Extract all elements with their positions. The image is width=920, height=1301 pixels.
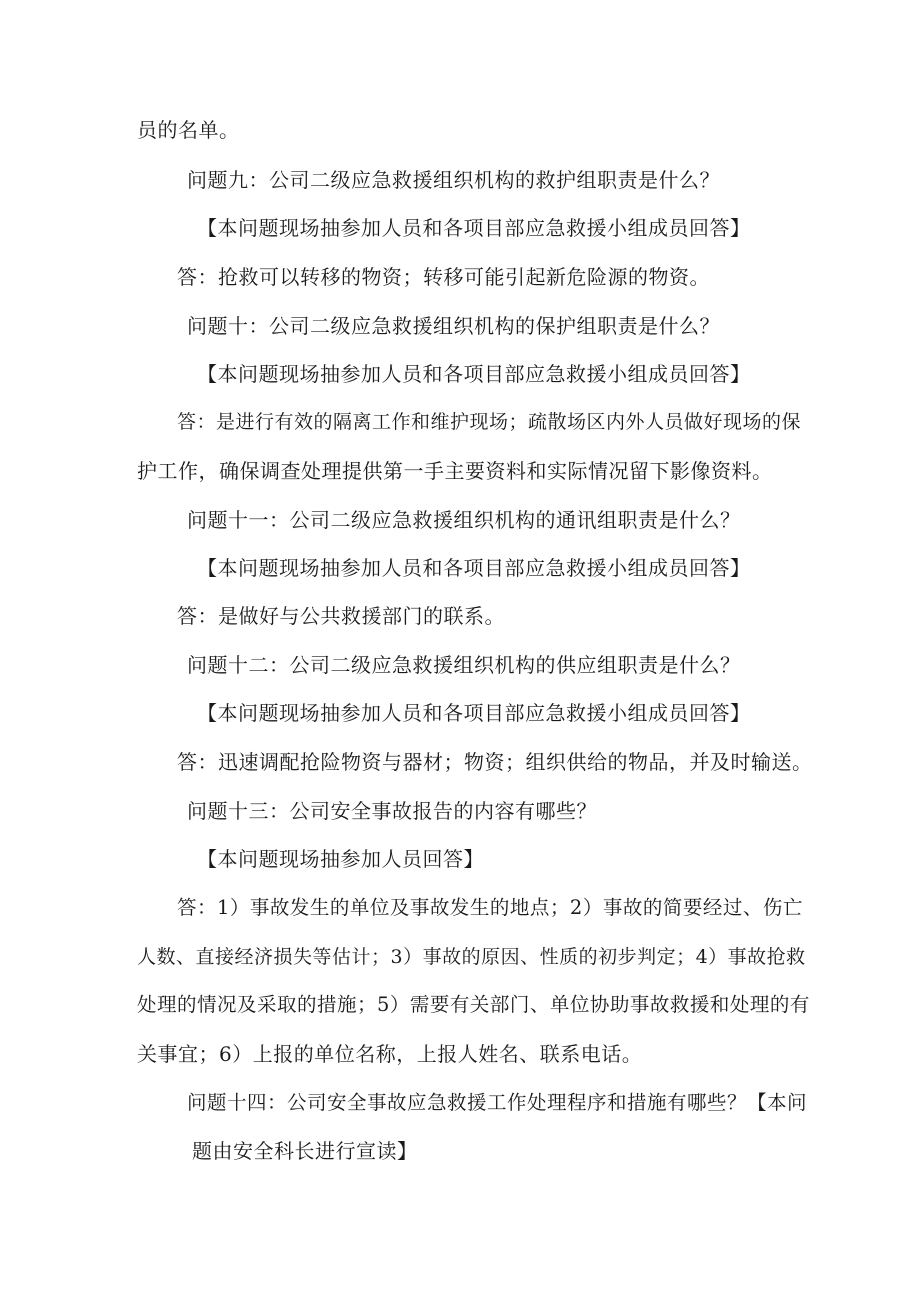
question-14: 问题十四：公司安全事故应急救援工作处理程序和措施有哪些？【本问 <box>187 1091 808 1114</box>
answer-13-continued: 人数、直接经济损失等估计；3）事故的原因、性质的初步判定；4）事故抢救 <box>137 946 806 968</box>
answer-13-continued: 关事宜；6）上报的单位名称，上报人姓名、联系电话。 <box>137 1042 643 1066</box>
question-13: 问题十三：公司安全事故报告的内容有哪些？ <box>187 799 597 823</box>
respondent-note: 【本问题现场抽参加人员和各项目部应急救援小组成员回答】 <box>197 216 751 240</box>
respondent-note: 【本问题现场抽参加人员和各项目部应急救援小组成员回答】 <box>197 701 751 725</box>
answer-12: 答：迅速调配抢险物资与器材；物资；组织供给的物品，并及时输送。 <box>177 750 813 774</box>
answer-10: 答：是进行有效的隔离工作和维护现场；疏散场区内外人员做好现场的保 <box>177 411 802 433</box>
respondent-note: 【本问题现场抽参加人员回答】 <box>197 847 484 871</box>
question-12: 问题十二：公司二级应急救援组织机构的供应组职责是什么？ <box>187 653 741 677</box>
answer-9: 答：抢救可以转移的物资；转移可能引起新危险源的物资。 <box>177 265 710 289</box>
question-10: 问题十：公司二级应急救援组织机构的保护组职责是什么？ <box>187 314 720 338</box>
text-line: 员的名单。 <box>137 118 240 142</box>
respondent-note: 【本问题现场抽参加人员和各项目部应急救援小组成员回答】 <box>197 556 751 580</box>
question-9: 问题九：公司二级应急救援组织机构的救护组职责是什么？ <box>187 168 720 192</box>
respondent-note: 【本问题现场抽参加人员和各项目部应急救援小组成员回答】 <box>197 362 751 386</box>
answer-13-continued: 处理的情况及采取的措施；5）需要有关部门、单位协助事故救援和处理的有 <box>137 993 810 1016</box>
answer-13: 答：1）事故发生的单位及事故发生的地点；2）事故的简要经过、伤亡 <box>177 896 803 919</box>
question-14-continued: 题由安全科长进行宣读】 <box>192 1139 418 1163</box>
answer-10-continued: 护工作，确保调查处理提供第一手主要资料和实际情况留下影像资料。 <box>137 459 773 483</box>
question-11: 问题十一：公司二级应急救援组织机构的通讯组职责是什么？ <box>187 508 741 532</box>
answer-11: 答：是做好与公共救援部门的联系。 <box>177 604 505 628</box>
